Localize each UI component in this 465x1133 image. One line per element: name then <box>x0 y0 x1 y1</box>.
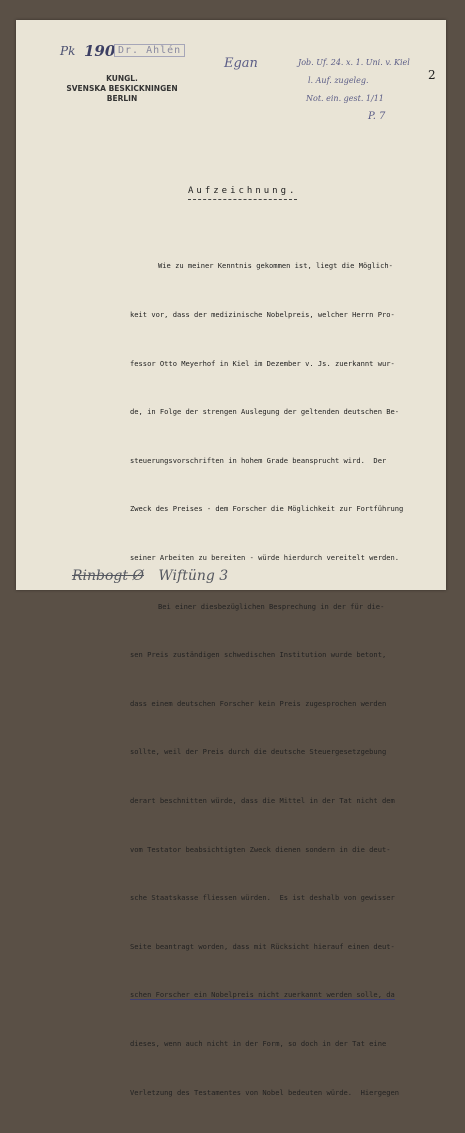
document-title: Aufzeichnung. <box>188 186 297 200</box>
body-line: Verletzung des Testamentes von Nobel bedeuten würde. Hiergegen <box>130 1087 400 1097</box>
struck-stamp: Dr. Ahlén <box>114 44 185 57</box>
archive-stamp-old: Pk <box>60 44 76 58</box>
body-line: sollte, weil der Preis durch die deutsche Steuergesetzgebung <box>130 747 387 757</box>
body-text <box>130 226 450 1133</box>
letterhead-line2: SVENSKA BESKICKNINGEN <box>66 84 178 93</box>
body-line: Zweck des Preises - dem Forscher die Möglichkeit zur Fortführung <box>130 504 404 514</box>
margin-note-line: Job. Uf. 24. x. 1. Uni. v. Kiel <box>298 58 410 67</box>
body-line: dass einem deutschen Forscher kein Preis zugesprochen werden <box>130 698 387 708</box>
footer-text: Wiftüng 3 <box>158 568 229 584</box>
body-line: sen Preis zuständigen schwedischen Institution wurde betont, <box>130 650 387 660</box>
body-line: schen Forscher ein Nobelpreis nicht zuerkannt werden solle, da <box>130 990 395 1000</box>
body-line: sche Staatskasse fliessen würden. Es ist deshalb von gewisser <box>130 893 395 903</box>
body-line: seiner Arbeiten zu bereiten - würde hierdurch vereitelt werden. <box>130 552 400 562</box>
margin-note-line: l. Auf. zugeleg. <box>308 76 369 85</box>
letterhead <box>42 74 202 104</box>
letterhead-line3: BERLIN <box>106 94 138 103</box>
margin-note-line: Not. ein. gest. 1/11 <box>306 94 384 103</box>
body-line: Wie zu meiner Kenntnis gekommen ist, liegt die Möglich- <box>158 261 393 271</box>
body-line: keit vor, dass der medizinische Nobelpreis, welcher Herrn Pro- <box>130 310 395 319</box>
handwritten-margin-note <box>298 54 428 126</box>
archive-stamp-number: 190 <box>84 42 116 60</box>
body-line: dieses, wenn auch nicht in der Form, so doch in der Tat eine <box>130 1038 387 1048</box>
margin-note-line: P. 7 <box>368 111 386 122</box>
body-line: de, in Folge der strengen Auslegung der geltenden deutschen Be- <box>130 407 400 417</box>
body-line: steuerungsvorschriften in hohem Grade beansprucht wird. Der <box>130 455 387 465</box>
handwritten-footer <box>72 568 228 584</box>
handwritten-scribble-top: Egan <box>224 56 258 71</box>
footer-struck-text: Rinbogt Ø <box>72 568 144 584</box>
letterhead-line1: KUNGL. <box>106 74 138 83</box>
document-page <box>16 20 446 1097</box>
page-number: 2 <box>428 68 436 82</box>
body-line: vom Testator beabsichtigten Zweck dienen sondern in die deut- <box>130 844 391 854</box>
body-line: Bei einer diesbezüglichen Besprechung in der für die- <box>158 601 385 611</box>
body-line: Seite beantragt worden, dass mit Rücksicht hierauf einen deut- <box>130 941 395 951</box>
body-line: derart beschnitten würde, dass die Mittel in der Tat nicht dem <box>130 795 395 805</box>
body-line: fessor Otto Meyerhof in Kiel im Dezember v. Js. zuerkannt wur- <box>130 358 395 368</box>
